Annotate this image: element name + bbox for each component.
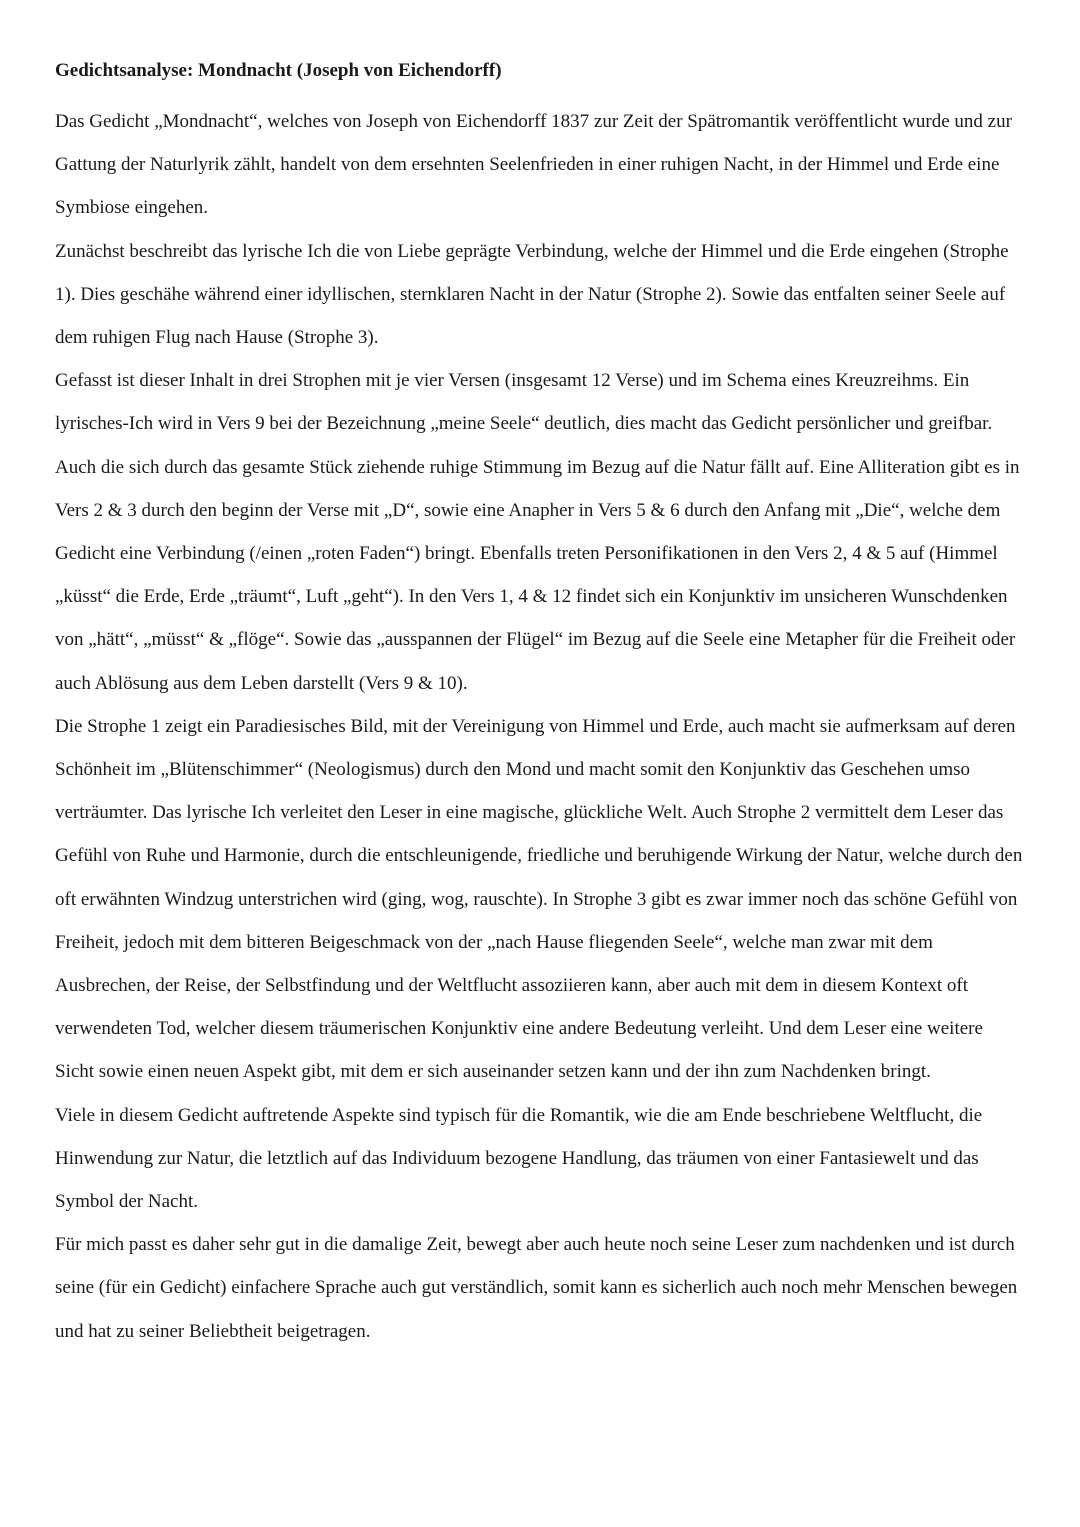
paragraph-conclusion: Für mich passt es daher sehr gut in die damalige Zeit, bewegt aber auch heute noch seine Leser zum nachdenken und ist durch seine (für ein Gedicht) einfachere Sprache auch gut verständlich, somit kann es sicherlich auch noch mehr Menschen bewegen und hat zu seiner Beliebtheit beigetragen. (55, 1234, 1018, 1342)
paragraph-interpretation: Die Strophe 1 zeigt ein Paradiesisches Bild, mit der Vereinigung von Himmel und Erde, auch macht sie aufmerksam auf deren Schönheit im „Blütenschimmer“ (Neologismus) durch den Mond und macht somit den Konjunktiv das Geschehen umso verträumter. Das lyrische Ich verleitet den Leser in eine magische, glückliche Welt. Auch Strophe 2 vermittelt dem Leser das Gefühl von Ruhe und Harmonie, durch die entschleunigende, friedliche und beruhigende Wirkung der Natur, welche durch den oft erwähnten Windzug unterstrichen wird (ging, wog, rauschte). In Strophe 3 gibt es zwar immer noch das schöne Gefühl von Freiheit, jedoch mit dem bitteren Beigeschmack von der „nach Hause fliegenden Seele“, welche man zwar mit dem Ausbrechen, der Reise, der Selbstfindung und der Weltflucht assoziieren kann, aber auch mit dem in diesem Kontext oft verwendeten Tod, welcher diesem träumerischen Konjunktiv eine andere Bedeutung verleiht. Und dem Leser eine weitere Sicht sowie einen neuen Aspekt gibt, mit dem er sich auseinander setzen kann und der ihn zum Nachdenken bringt. (55, 715, 1023, 1083)
document-title: Gedichtsanalyse: Mondnacht (Joseph von Eichendorff) (55, 60, 502, 81)
paragraph-form-analysis: Gefasst ist dieser Inhalt in drei Strophen mit je vier Versen (insgesamt 12 Verse) und im Schema eines Kreuzreihms. Ein lyrisches-Ich wird in Vers 9 bei der Bezeichnung „meine Seele“ deutlich, dies macht das Gedicht persönlicher und greifbar. Auch die sich durch das gesamte Stück ziehende ruhige Stimmung im Bezug auf die Natur fällt auf. Eine Alliteration gibt es in Vers 2 & 3 durch den beginn der Verse mit „D“, sowie eine Anapher in Vers 5 & 6 durch den Anfang mit „Die“, welche dem Gedicht eine Verbindung (/einen „roten Faden“) bringt. Ebenfalls treten Personifikationen in den Vers 2, 4 & 5 auf (Himmel „küsst“ die Erde, Erde „träumt“, Luft „geht“). In den Vers 1, 4 & 12 findet sich ein Konjunktiv im unsicheren Wunschdenken von „hätt“, „müsst“ & „flöge“. Sowie das „ausspannen der Flügel“ im Bezug auf die Seele eine Metapher für die Freiheit oder auch Ablösung aus dem Leben darstellt (Vers 9 & 10). (55, 370, 1020, 694)
document-page (55, 58, 1025, 1353)
paragraph-content-summary: Zunächst beschreibt das lyrische Ich die von Liebe geprägte Verbindung, welche der Himmel und die Erde eingehen (Strophe 1). Dies geschähe während einer idyllischen, sternklaren Nacht in der Natur (Strophe 2). Sowie das entfalten seiner Seele auf dem ruhigen Flug nach Hause (Strophe 3). (55, 240, 1009, 349)
paragraph-epoch-context: Viele in diesem Gedicht auftretende Aspekte sind typisch für die Romantik, wie die am Ende beschriebene Weltflucht, die Hinwendung zur Natur, die letztlich auf das Individuum bezogene Handlung, das träumen von einer Fantasiewelt und das Symbol der Nacht. (55, 1104, 983, 1213)
paragraph-introduction: Das Gedicht „Mondnacht“, welches von Joseph von Eichendorff 1837 zur Zeit der Spätromantik veröffentlicht wurde und zur Gattung der Naturlyrik zählt, handelt von dem ersehnten Seelenfrieden in einer ruhigen Nacht, in der Himmel und Erde eine Symbiose eingehen. (55, 111, 1012, 219)
